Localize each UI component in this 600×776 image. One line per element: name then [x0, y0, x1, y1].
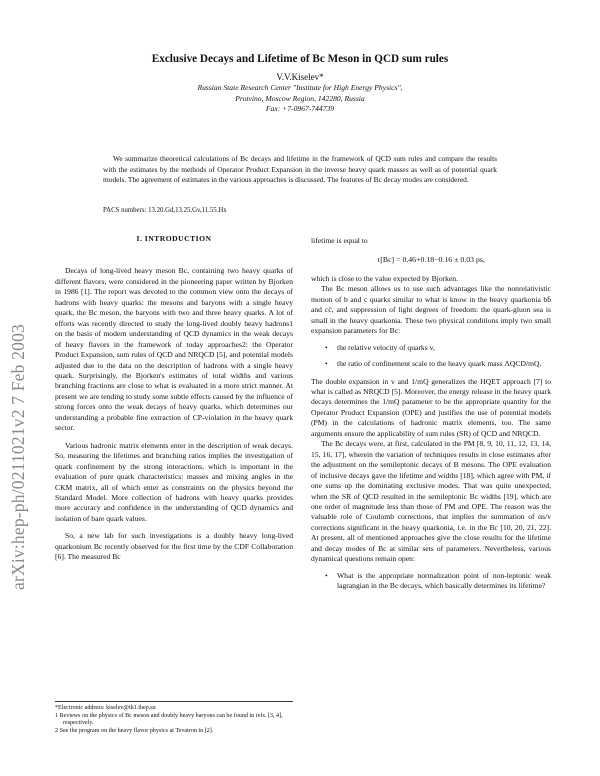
list-item-text: the relative velocity of quarks v, [337, 342, 435, 352]
left-column [55, 234, 293, 563]
paragraph: The Bc decays were, at first, calculated in the PM [8, 9, 10, 11, 12, 13, 14, 15, 16, 17], wherein the variation of techniques results in close estimates after the adjustment on the semileptonic decays of B mesons. The OPE evaluation of inclusive decays gave the lifetime and widths [18], which agree with PM, if one sums up the dominating exclusive modes. That was quite unexpected, when the SR of QCD resulted in the semileptonic Bc widths [19], which are one order of magnitude less than those of PM and OPE. The reason was the valuable role of Coulomb corrections, that implies the summation of αs/v corrections significant in the heavy quarkonia, i.e. in the Bc [10, 20, 21, 22]. At present, all of mentioned approaches give the close results for the lifetime and decay modes of Bc at similar sets of parameters. Nevertheless, various dynamical questions remain open: [311, 439, 551, 564]
paper-title: Exclusive Decays and Lifetime of Bc Meson in QCD sum rules [151, 53, 449, 65]
bullet-list [311, 571, 551, 592]
paragraph: Various hadronic matrix elements enter in the description of weak decays. So, measuring the lifetimes and branching ratios implies the investigation of quark confinement by the strong interactions, which is important in the evaluation of pure quark characteristics: masses and mixing angles in the CKM matrix, all of which enter as constraints on the physics beyond the Standard Model. More collection of hadrons with heavy quarks provides more accuracy and confidence in the understanding of QCD dynamics and isolation of bare quark values. [55, 440, 293, 523]
lifetime-equation: τ[Bc] = 0.46+0.18−0.16 ± 0.03 ps, [377, 255, 485, 265]
author-affiliation [80, 83, 520, 115]
affiliation-line: Fax: +7-0967-744739 [265, 104, 335, 113]
footnote: *Electronic address: kiselev@th1.ihep.su [55, 705, 156, 711]
list-item-text: What is the appropriate normalization point of non-leptonic weak lagrangian in the Bc decays, which basically determines its lifetime? [337, 570, 551, 591]
list-item: • What is the appropriate normalization point of non-leptonic weak lagrangian in the Bc decays, which basically determines its lifetime? [325, 570, 551, 591]
list-item: • the relative velocity of quarks v, [325, 342, 435, 352]
paragraph: The double expansion in v and 1/mQ generalizes the HQET approach [7] to what is called as NRQCD [5]. Moreover, the energy release in the heavy quark decays determines the 1/mQ parameter to be the appropriate quantity for the Operator Product Expansion (OPE) and justifies the use of potential models (PM) in the calculations of hadronic matrix elements, too. The same arguments ensure the applicability of sum rules (SR) of QCD and NRQCD. [311, 376, 551, 438]
arxiv-id-text: arXiv:hep-ph/0211021v2 7 Feb 2003 [8, 324, 28, 590]
list-item: • the ratio of confinement scale to the heavy quark mass ΛQCD/mQ. [325, 359, 542, 369]
affiliation-line: Protvino, Moscow Region, 142280, Russia [235, 93, 365, 103]
bullet-list [311, 343, 551, 370]
paragraph: lifetime is equal to [311, 236, 368, 245]
section-heading: I. INTRODUCTION [136, 234, 212, 243]
abstract: We summarize theoretical calculations of Bc decays and lifetime in the framework of QCD sum rules and compare the results with the estimates by the methods of Operator Product Expansion in the inverse heavy quark masses as well as of potential quark models. The agreement of estimates in the various approaches is discussed. The features of Bc decay modes are considered. [103, 154, 497, 185]
footnote: 1 Reviews on the physics of Bc meson and doubly heavy baryons can be found in refs. [3, 4], respectively. [55, 712, 283, 727]
paragraph: Decays of long-lived heavy meson Bc, containing two heavy quarks of different flavors, were considered in the pioneering paper written by Bjorken in 1986 [1]. The report was devoted to the common view onto the decays of hadrons with heavy quarks: the mesons and baryons with a single heavy quark, the Bc meson, the baryons with two and three heavy quarks. A lot of efforts was recently directed to study the long-lived doubly heavy hadrons1 on the basis of modern understanding of QCD dynamics in the weak decays of heavy flavors in the framework of today approaches2: the Operator Product Expansion, sum rules of QCD and NRQCD [5], and potential models adjusted due to the data on the description of hadrons with a single heavy quark. Surprisingly, the Bjorken's estimates of total widths and various branching fractions are close to what is evaluated in a more strict manner. At present we are tending to study some subtle effects caused by the influence of strong forces onto the weak decays of heavy quarks, which determines our understanding a probable fine extraction of CP-violation in the heavy quark sector. [55, 266, 293, 433]
list-item-text: the ratio of confinement scale to the heavy quark mass ΛQCD/mQ. [337, 359, 542, 369]
footnotes [55, 701, 293, 735]
pacs-numbers: PACS numbers: 13.20.Gd,13.25.Gv,11.55.Hx [103, 207, 227, 214]
paragraph: So, a new lab for such investigations is a doubly heavy long-lived quarkonium Bc recently observed for the first time by the CDF Collaboration [6]. The measured Bc [55, 531, 293, 562]
paragraph: which is close to the value expected by Bjorken. [311, 273, 458, 283]
footnote: 2 See the program on the heavy flavor physics at Tevatron in [2]. [55, 727, 214, 734]
right-column [311, 236, 551, 599]
paragraph: The Bc meson allows us to use such advantages like the nonrelativistic motion of b and c quarks similar to what is know in the heavy quarkonia bb̄ and cc̄, and suppression of light degrees of freedom: the quark-gluon sea is small in the heavy quarkonia. These two physical conditions imply two small expansion parameters for Bc: [311, 284, 551, 336]
affiliation-line: Russian State Research Center "Institute for High Energy Physics", [197, 83, 403, 92]
author-name: V.V.Kiselev* [276, 72, 324, 82]
